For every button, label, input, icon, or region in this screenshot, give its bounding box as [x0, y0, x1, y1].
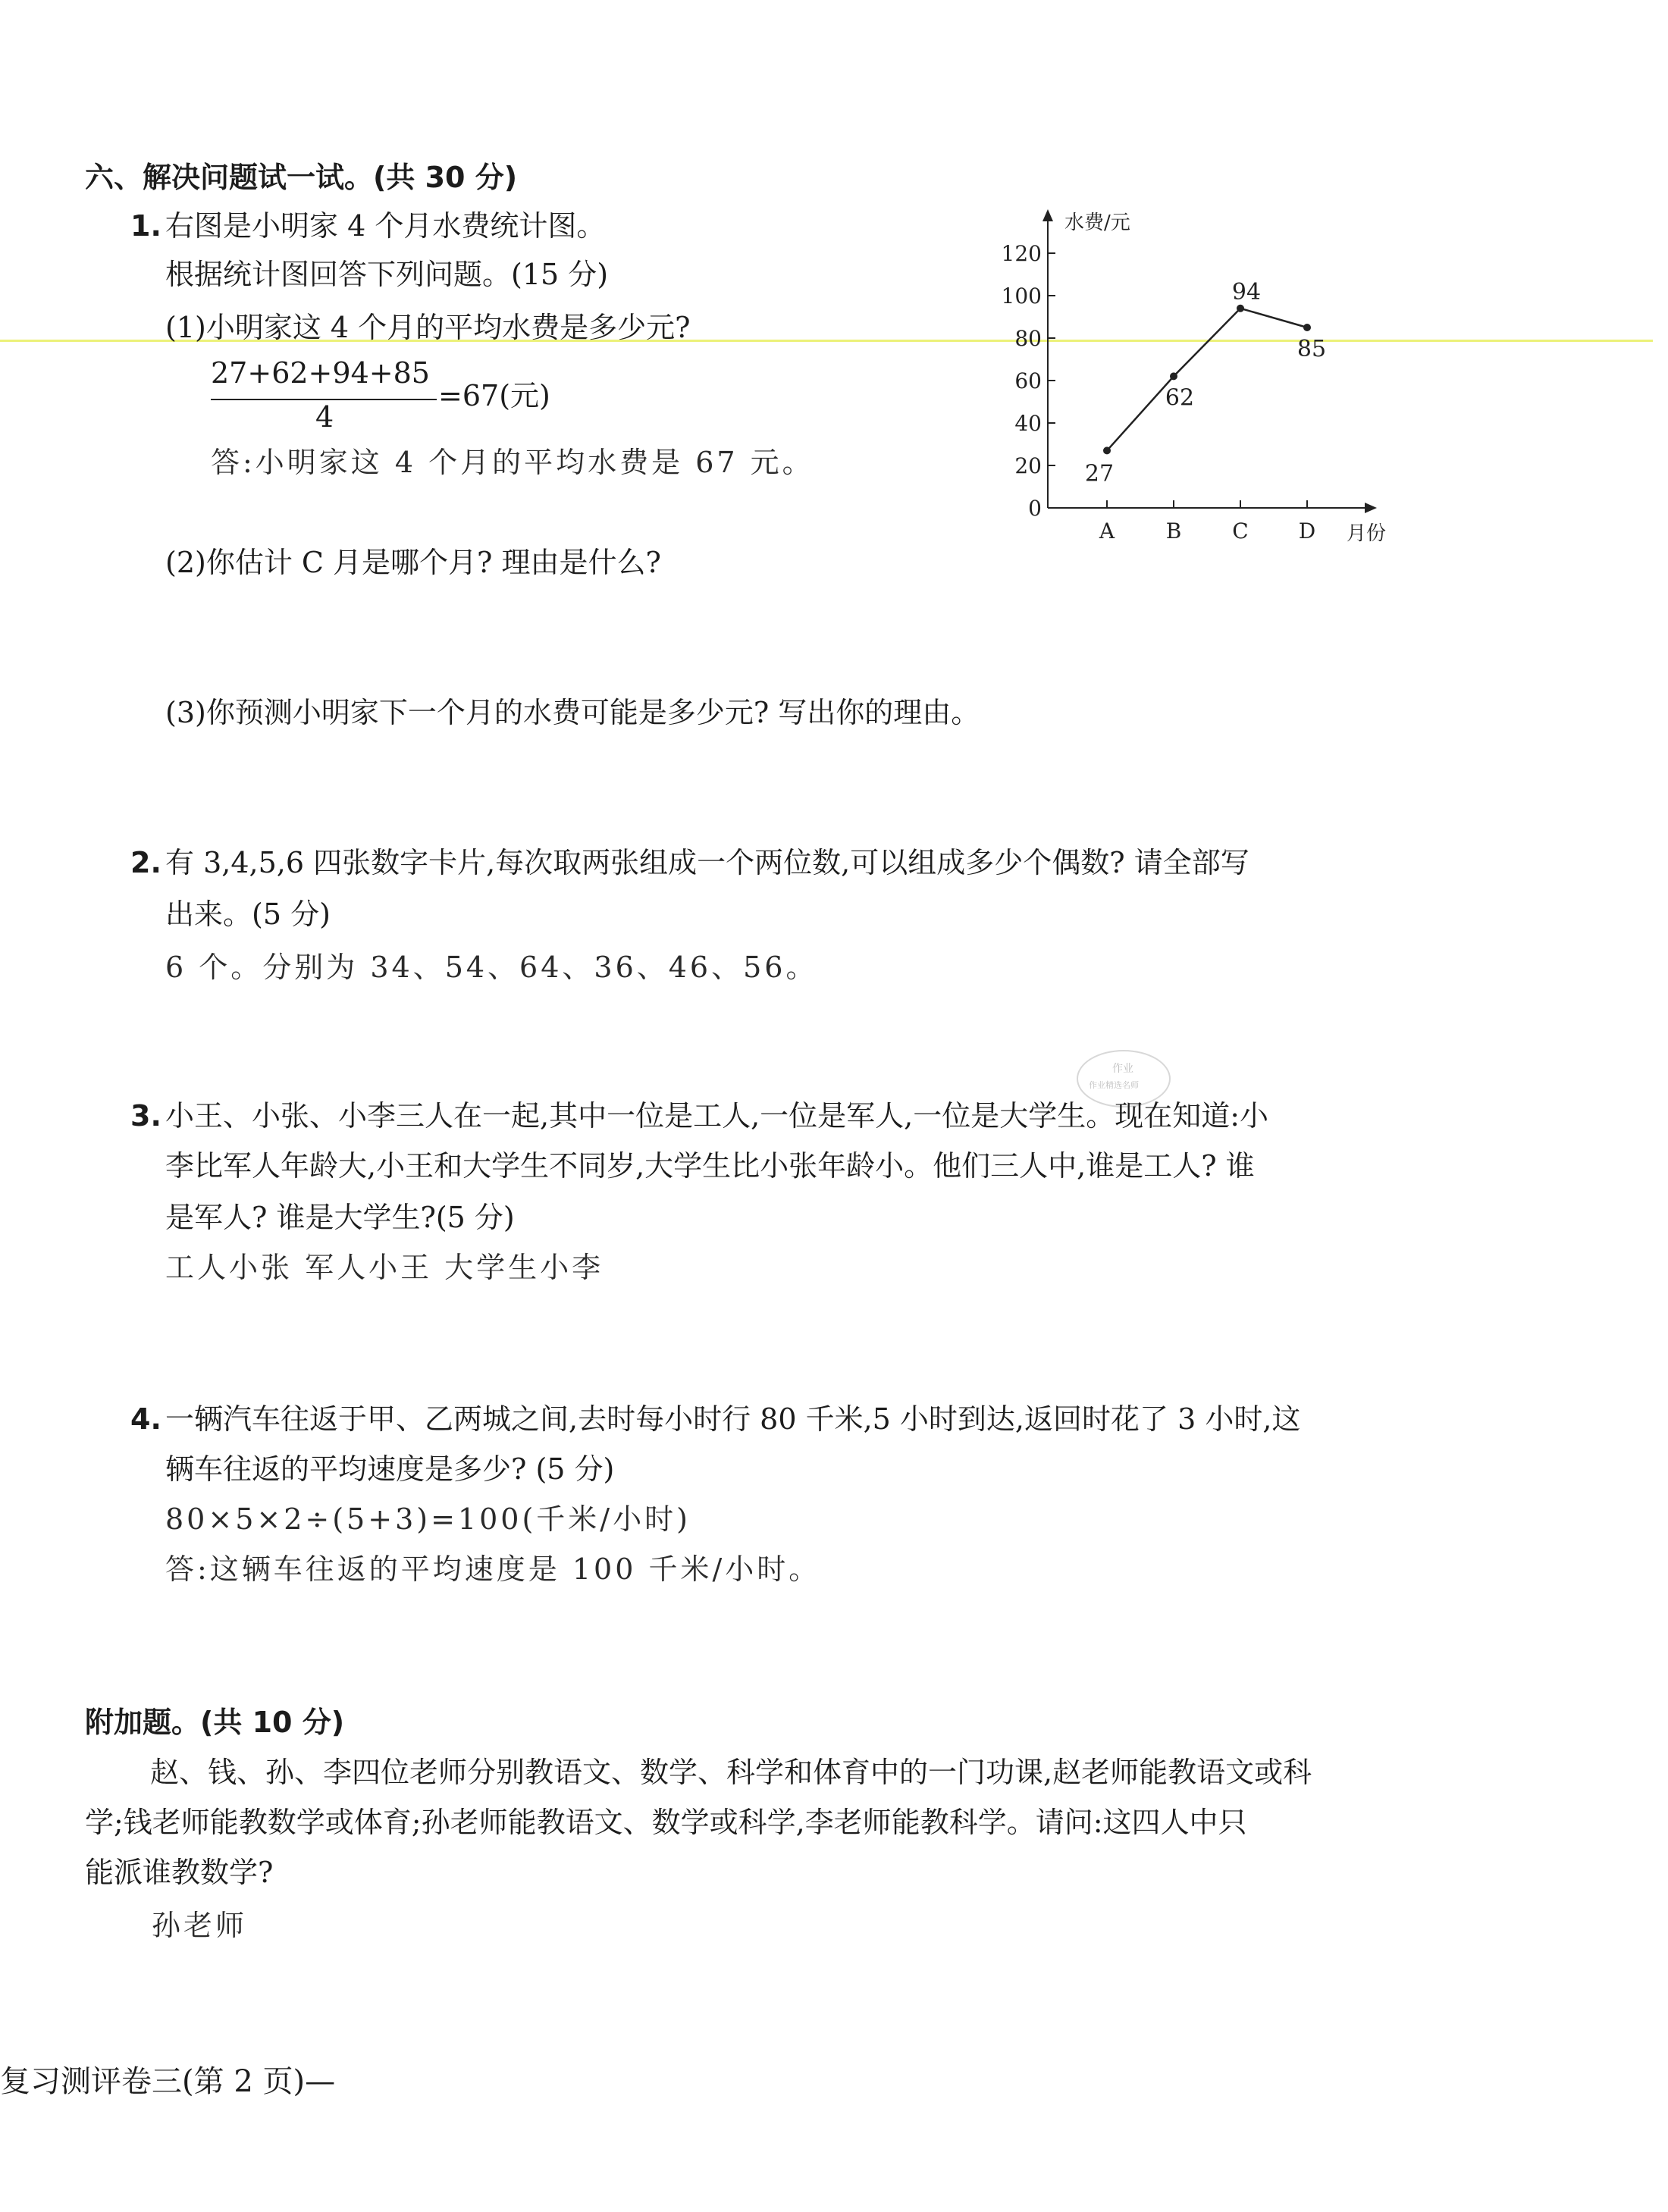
q1-sub3: (3)你预测小明家下一个月的水费可能是多少元? 写出你的理由。: [165, 696, 980, 729]
data-label: 62: [1165, 384, 1195, 412]
bonus-line2: 学;钱老师能教数学或体育;孙老师能教语文、数学或科学,李老师能教科学。请问:这四人中只: [85, 1806, 1247, 1839]
q4-answer: 答:这辆车往返的平均速度是 100 千米/小时。: [165, 1552, 821, 1586]
q2-line2: 出来。(5 分): [165, 898, 331, 931]
x-axis-arrow: [1365, 503, 1377, 513]
x-axis-title: 月份: [1347, 522, 1387, 545]
series-line: [1107, 309, 1307, 451]
q3-line1: 小王、小张、小李三人在一起,其中一位是工人,一位是军人,一位是大学生。现在知道:小: [165, 1099, 1269, 1133]
y-tick-label: 80: [1014, 326, 1042, 351]
section-title: 六、解决问题试一试。(共 30 分): [85, 161, 518, 194]
data-label: 27: [1084, 460, 1115, 487]
data-point: [1103, 446, 1111, 454]
data-point: [1170, 372, 1177, 380]
x-tick-label: B: [1165, 519, 1182, 544]
chart-axes: [1042, 209, 1386, 545]
bonus-line3: 能派谁教数学?: [85, 1856, 274, 1889]
data-point: [1303, 324, 1311, 331]
q1-line2: 根据统计图回答下列问题。(15 分): [165, 258, 609, 291]
data-label: 94: [1231, 278, 1262, 305]
q2-answer: 6 个。分别为 34、54、64、36、46、56。: [165, 951, 818, 984]
bonus-answer: 孙老师: [152, 1909, 248, 1942]
q1-sub1: (1)小明家这 4 个月的平均水费是多少元?: [165, 311, 691, 344]
q1-line1: 右图是小明家 4 个月水费统计图。: [165, 209, 606, 243]
q4-number: 4.: [130, 1402, 161, 1436]
q1-number: 1.: [130, 209, 161, 243]
x-tick-label: D: [1298, 519, 1316, 544]
bonus-title: 附加题。(共 10 分): [85, 1706, 345, 1739]
q1-sub2: (2)你估计 C 月是哪个月? 理由是什么?: [165, 546, 661, 579]
water-fee-chart: [993, 197, 1403, 561]
y-tick-label: 60: [1014, 368, 1042, 393]
q4-line2: 辆车往返的平均速度是多少? (5 分): [165, 1452, 615, 1486]
x-tick-label: C: [1232, 519, 1249, 544]
y-tick-label: 120: [1001, 241, 1042, 266]
q2-line1: 有 3,4,5,6 四张数字卡片,每次取两张组成一个两位数,可以组成多少个偶数? 请全部写: [165, 846, 1249, 879]
fraction-denominator: 4: [315, 400, 334, 434]
q3-answer: 工人小张 军人小王 大学生小李: [165, 1251, 604, 1284]
stamp-text-1: 作业: [1112, 1063, 1133, 1075]
y-tick-label: 100: [1001, 284, 1042, 309]
page-footer: 复习测评卷三(第 2 页)—: [0, 2064, 336, 2099]
stamp-text-2: 作业精选名师: [1089, 1080, 1139, 1090]
q2-number: 2.: [130, 846, 161, 879]
q3-number: 3.: [130, 1099, 161, 1133]
fraction-numerator: 27+62+94+85: [211, 356, 430, 390]
x-tick-label: A: [1099, 519, 1115, 544]
q1-sub1-answer: 答:小明家这 4 个月的平均水费是 67 元。: [211, 446, 814, 479]
q3-line2: 李比军人年龄大,小王和大学生不同岁,大学生比小张年龄小。他们三人中,谁是工人? 谁: [165, 1149, 1255, 1183]
y-axis-title: 水费/元: [1064, 211, 1130, 234]
q4-formula: 80×5×2÷(5+3)=100(千米/小时): [165, 1502, 691, 1536]
q3-line3: 是军人? 谁是大学生?(5 分): [165, 1201, 515, 1234]
chart-series: [1085, 279, 1326, 487]
data-label: 85: [1296, 336, 1327, 362]
y-tick-label: 20: [1014, 453, 1042, 478]
q1-sub1-result: =67(元): [438, 379, 550, 412]
y-axis-arrow: [1042, 209, 1053, 221]
bonus-line1: 赵、钱、孙、李四位老师分别教语文、数学、科学和体育中的一门功课,赵老师能教语文或科: [150, 1756, 1312, 1789]
y-tick-label: 40: [1014, 411, 1042, 436]
y-tick-label: 0: [1028, 496, 1042, 521]
q4-line1: 一辆汽车往返于甲、乙两城之间,去时每小时行 80 千米,5 小时到达,返回时花了 3 小时,这: [165, 1402, 1301, 1436]
data-point: [1237, 305, 1244, 312]
